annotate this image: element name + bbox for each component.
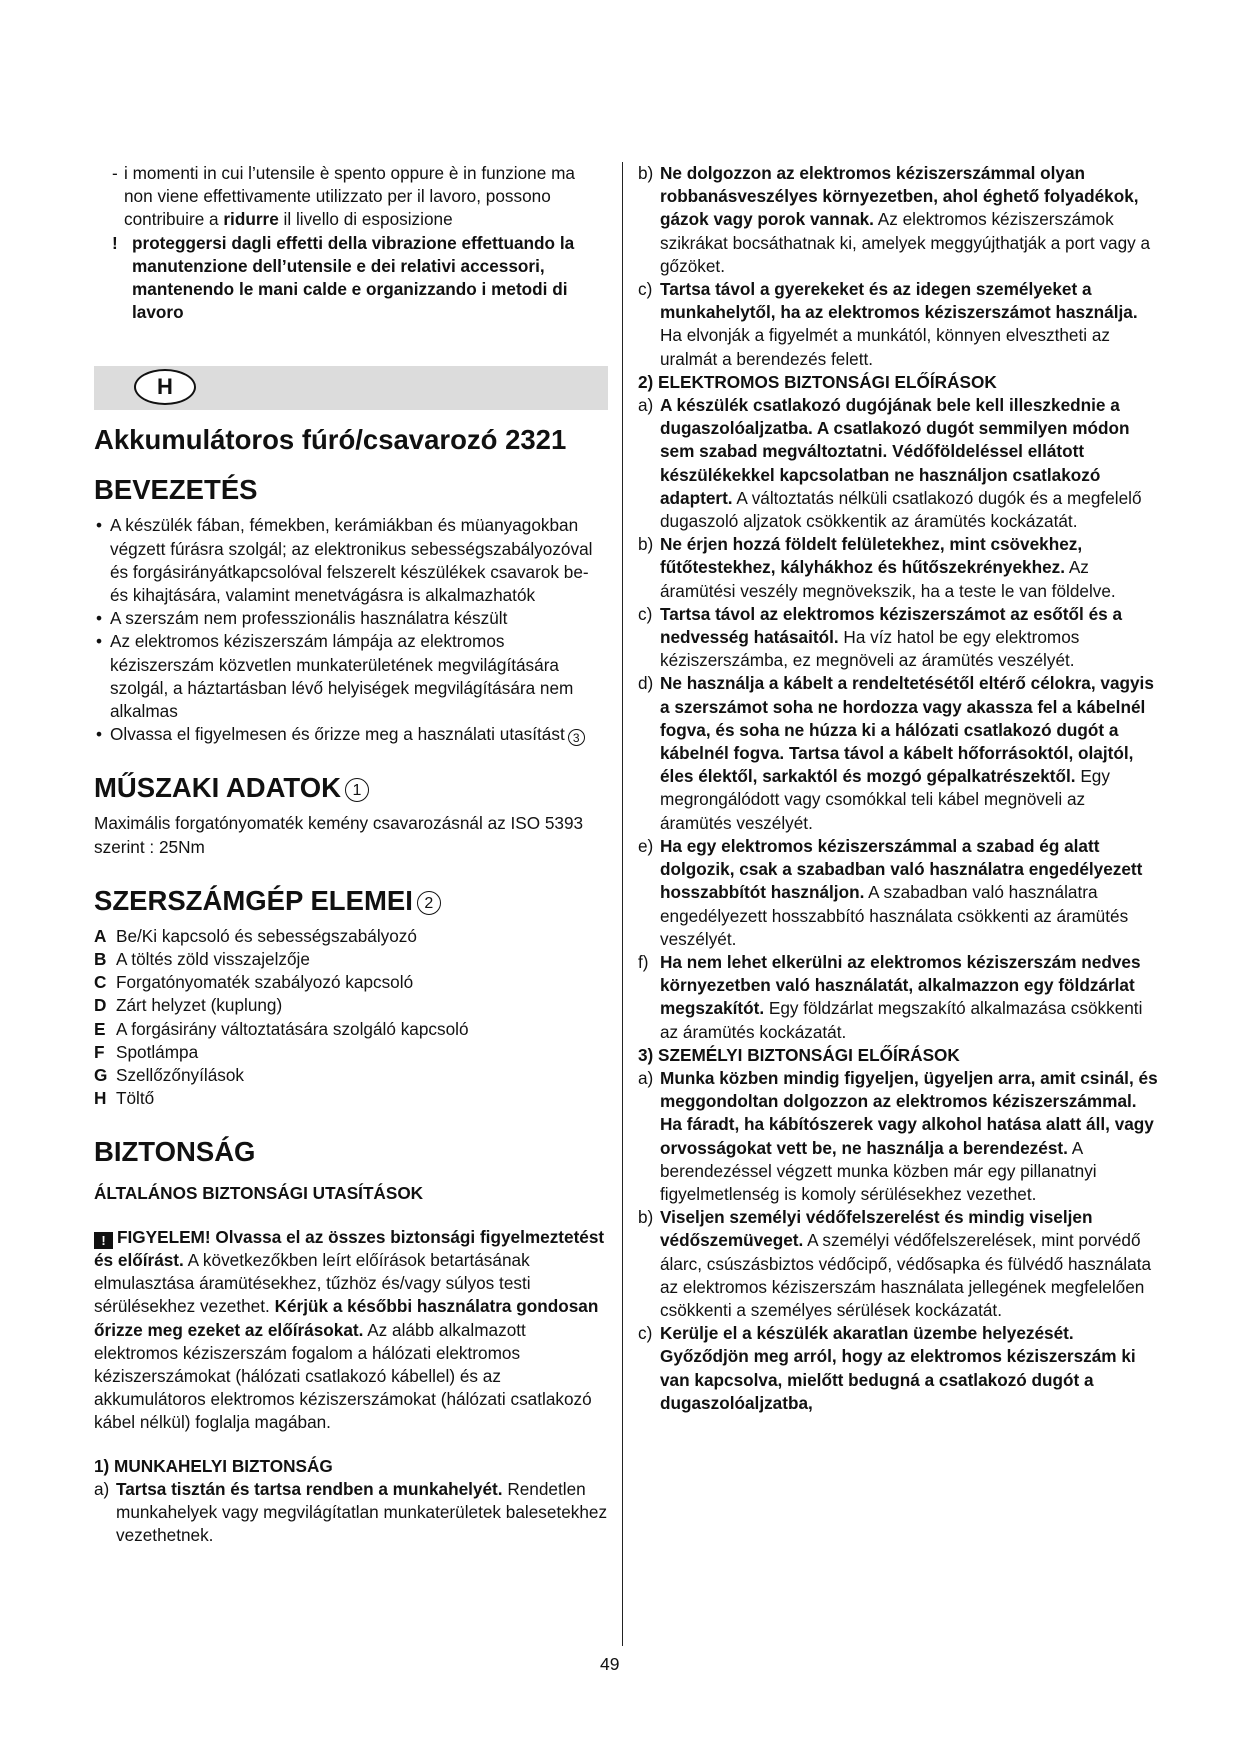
tech-heading: MŰSZAKI ADATOK 1 xyxy=(94,772,608,804)
list-item: b) Ne dolgozzon az elektromos kéziszerszámmal olyan robbanásveszélyes környezetben, ahol éghető folyadékok, gázok vagy porok vannak. Az elektromos kéziszerszámok szikrákat bocsáthatnak ki, amelyek meggyújthatják a port vagy a gőzöket. xyxy=(638,163,1151,276)
tech-text: Maximális forgatónyomaték kemény csavarozásnál az ISO 5393 szerint : 25Nm xyxy=(94,813,584,857)
list-item: • Az elektromos kéziszerszám lámpája az elektromos kéziszerszám közvetlen munkaterületének megvilágítására szolgál, a háztartásban lévő helyiségek megvilágítására nem alkalmas xyxy=(96,631,574,722)
exclamation-marker: ! xyxy=(112,232,118,253)
figure-ref-1: 1 xyxy=(345,778,369,802)
general-safety-subheading: ÁLTALÁNOS BIZTONSÁGI UTASÍTÁSOK xyxy=(94,1183,424,1204)
vibration-item-bang: ! proteggersi dagli effetti della vibrazione effettuando la manutenzione dell’utensile e dei relativi accessori, mantenendo le mani calde e organizzando i metodi di lavoro xyxy=(112,232,575,323)
list-item: a) Tartsa tisztán és tartsa rendben a munkahelyét. Rendetlen munkahelyek vagy megvilágítatlan munkaterületek balesetekhez vezethetnek. xyxy=(94,1478,608,1546)
list-item: c) Tartsa távol a gyerekeket és az idegen személyeket a munkahelytől, ha az elektromos kéziszerszámot használja. Ha elvonják a figyelmét a munkától, könnyen elvesztheti az uralmát a berendezés felett. xyxy=(638,279,1138,369)
list-item: d) Ne használja a kábelt a rendeltetésétől eltérő célokra, vagyis a szerszámot soha ne hordozza vagy akassza fel a kábelnél fogva, és soha ne húzza ki a hálózati csatlakozó dugót a kábelnél fogva. Tartsa távol a kábelt hőforrásoktól, olajtól, éles élektől, sarkaktól és mozgó gépalkatrészektől. Egy megrongálódott vagy csomókkal teli kábel megnöveli az áramütés veszélyét. xyxy=(638,673,1154,833)
figure-ref-2: 2 xyxy=(417,891,441,915)
list-item: G Szellőzőnyílások xyxy=(94,1065,245,1086)
bullet-icon: • xyxy=(96,515,103,536)
list-item: a) Munka közben mindig figyeljen, ügyeljen arra, amit csinál, és meggondoltan dolgozzon az elektromos kéziszerszámmal. Ha fáradt, ha kábítószerek vagy alkohol hatása alatt áll, vagy orvosságokat vett be, ne használja a berendezést. A berendezéssel végzett munka közben már egy pillanatnyi figyelmetlenség is komoly sérülésekhez vezethet. xyxy=(638,1067,1158,1204)
safety-heading: BIZTONSÁG xyxy=(94,1136,256,1168)
personal-heading: 3) SZEMÉLYI BIZTONSÁGI ELŐÍRÁSOK xyxy=(638,1044,960,1065)
bullet-icon: • xyxy=(96,631,103,652)
list-item: b) Ne érjen hozzá földelt felületekhez, mint csövekhez, fűtőtestekhez, kályhákhoz és hűtőszekrényekhez. Az áramütési veszély megnövekszik, ha a teste le van földelve. xyxy=(638,534,1116,601)
vibration-item-cont: - i momenti in cui l’utensile è spento oppure è in funzione ma non viene effettivamente utilizzato per il lavoro, possono contribuire a ridurre il livello di esposizione xyxy=(112,163,575,230)
intro-heading: BEVEZETÉS xyxy=(94,474,258,506)
list-item: c) Kerülje el a készülék akaratlan üzembe helyezését. Győződjön meg arról, hogy az elektromos kéziszerszám ki van kapcsolva, mielőtt bedugná a csatlakozó dugót a dugaszolóaljzatba, xyxy=(638,1323,1136,1413)
list-item: E A forgásirány változtatására szolgáló kapcsoló xyxy=(94,1018,469,1039)
parts-list xyxy=(94,925,608,1111)
workplace-heading: 1) MUNKAHELYI BIZTONSÁG xyxy=(94,1455,333,1476)
parts-heading: SZERSZÁMGÉP ELEMEI 2 xyxy=(94,885,608,917)
intro-list xyxy=(94,514,608,746)
list-item: • Olvassa el figyelmesen és őrizze meg a használati utasítást 3 xyxy=(94,723,608,746)
warning-paragraph: ! FIGYELEM! Olvassa el az összes biztonsági figyelmeztetést és előírást. A következőkben leírt előírások betartásának elmulasztása áramütésekhez, tűzhöz és/vagy súlyos testi sérülésekhez vezethet. Kérjük a későbbi használatra gondosan őrizze meg ezeket az előírásokat. Az alább alkalmazott elektromos kéziszerszám fogalom a hálózati elektromos kéziszerszámokat (hálózati csatlakozó kábellel) és az akkumulátoros elektromos kéziszerszámokat (hálózati csatlakozó kábel nélkül) foglalja magában. xyxy=(94,1226,605,1433)
bullet-icon: • xyxy=(96,608,103,629)
language-section-bar xyxy=(94,366,608,410)
product-title: Akkumulátoros fúró/csavarozó 2321 xyxy=(94,424,567,456)
right-column xyxy=(638,162,1160,1415)
list-item: • A készülék fában, fémekben, kerámiákban és müanyagokban végzett fúrásra szolgál; az elektronikus sebességszabályozóval és forgásirányátkapcsolóval felszerelt készülékek csavarok be- és kihajtására, valamint menetvágásra is alkalmazhatók xyxy=(96,515,593,606)
list-item: • A szerszám nem professzionális használatra készült xyxy=(94,607,608,630)
list-item: a) A készülék csatlakozó dugójának bele kell illeszkednie a dugaszolóaljzatba. A csatlakozó dugót semmilyen módon sem szabad megváltoztatni. Védőföldeléssel ellátott készülékekkel kapcsolatban ne használjon csatlakozó adaptert. A változtatás nélküli csatlakozó dugók és a megfelelő dugaszoló aljzatok csökkentik az áramütés kockázatát. xyxy=(638,395,1142,532)
list-item: b) Viseljen személyi védőfelszerelést és mindig viseljen védőszemüveget. A személyi védőfelszerelések, mint porvédő álarc, csúszásbiztos védőcipő, védősapka és fülvédő használata az elektromos kéziszerszám használata jellegének megfelelően csökkenti a személyes sérülések kockázatát. xyxy=(638,1207,1152,1320)
list-item: H Töltő xyxy=(94,1088,155,1109)
list-item: f) Ha nem lehet elkerülni az elektromos kéziszerszám nedves környezetben való használatát, alkalmazzon egy földzárlat megszakítót. Egy földzárlat megszakító alkalmazása csökkenti az áramütés kockázatát. xyxy=(638,951,1143,1042)
page-number: 49 xyxy=(600,1654,620,1674)
figure-ref-3: 3 xyxy=(568,729,585,746)
list-item: D Zárt helyzet (kuplung) xyxy=(94,995,283,1016)
left-column xyxy=(94,162,608,1547)
column-divider xyxy=(622,162,623,1646)
dash-marker: - xyxy=(112,163,118,183)
language-badge: H xyxy=(134,369,196,405)
list-item: F Spotlámpa xyxy=(94,1041,199,1062)
list-item: A Be/Ki kapcsoló és sebességszabályozó xyxy=(94,925,417,946)
list-item: c) Tartsa távol az elektromos kéziszerszámot az esőtől és a nedvesség hatásaitól. Ha víz hatol be egy elektromos kéziszerszámba, ez megnöveli az áramütés veszélyét. xyxy=(638,603,1123,671)
list-item: e) Ha egy elektromos kéziszerszámmal a szabad ég alatt dolgozik, csak a szabadban való használatra engedélyezett hosszabbítót használjon. A szabadban való használatra engedélyezett hosszabbító használata csökkenti az áramütés veszélyét. xyxy=(638,835,1143,949)
bullet-icon: • xyxy=(96,724,103,745)
electrical-heading: 2) ELEKTROMOS BIZTONSÁGI ELŐÍRÁSOK xyxy=(638,371,997,392)
list-item: B A töltés zöld visszajelzője xyxy=(94,949,310,970)
warning-icon: ! xyxy=(94,1232,113,1249)
list-item: C Forgatónyomaték szabályozó kapcsoló xyxy=(94,972,414,993)
